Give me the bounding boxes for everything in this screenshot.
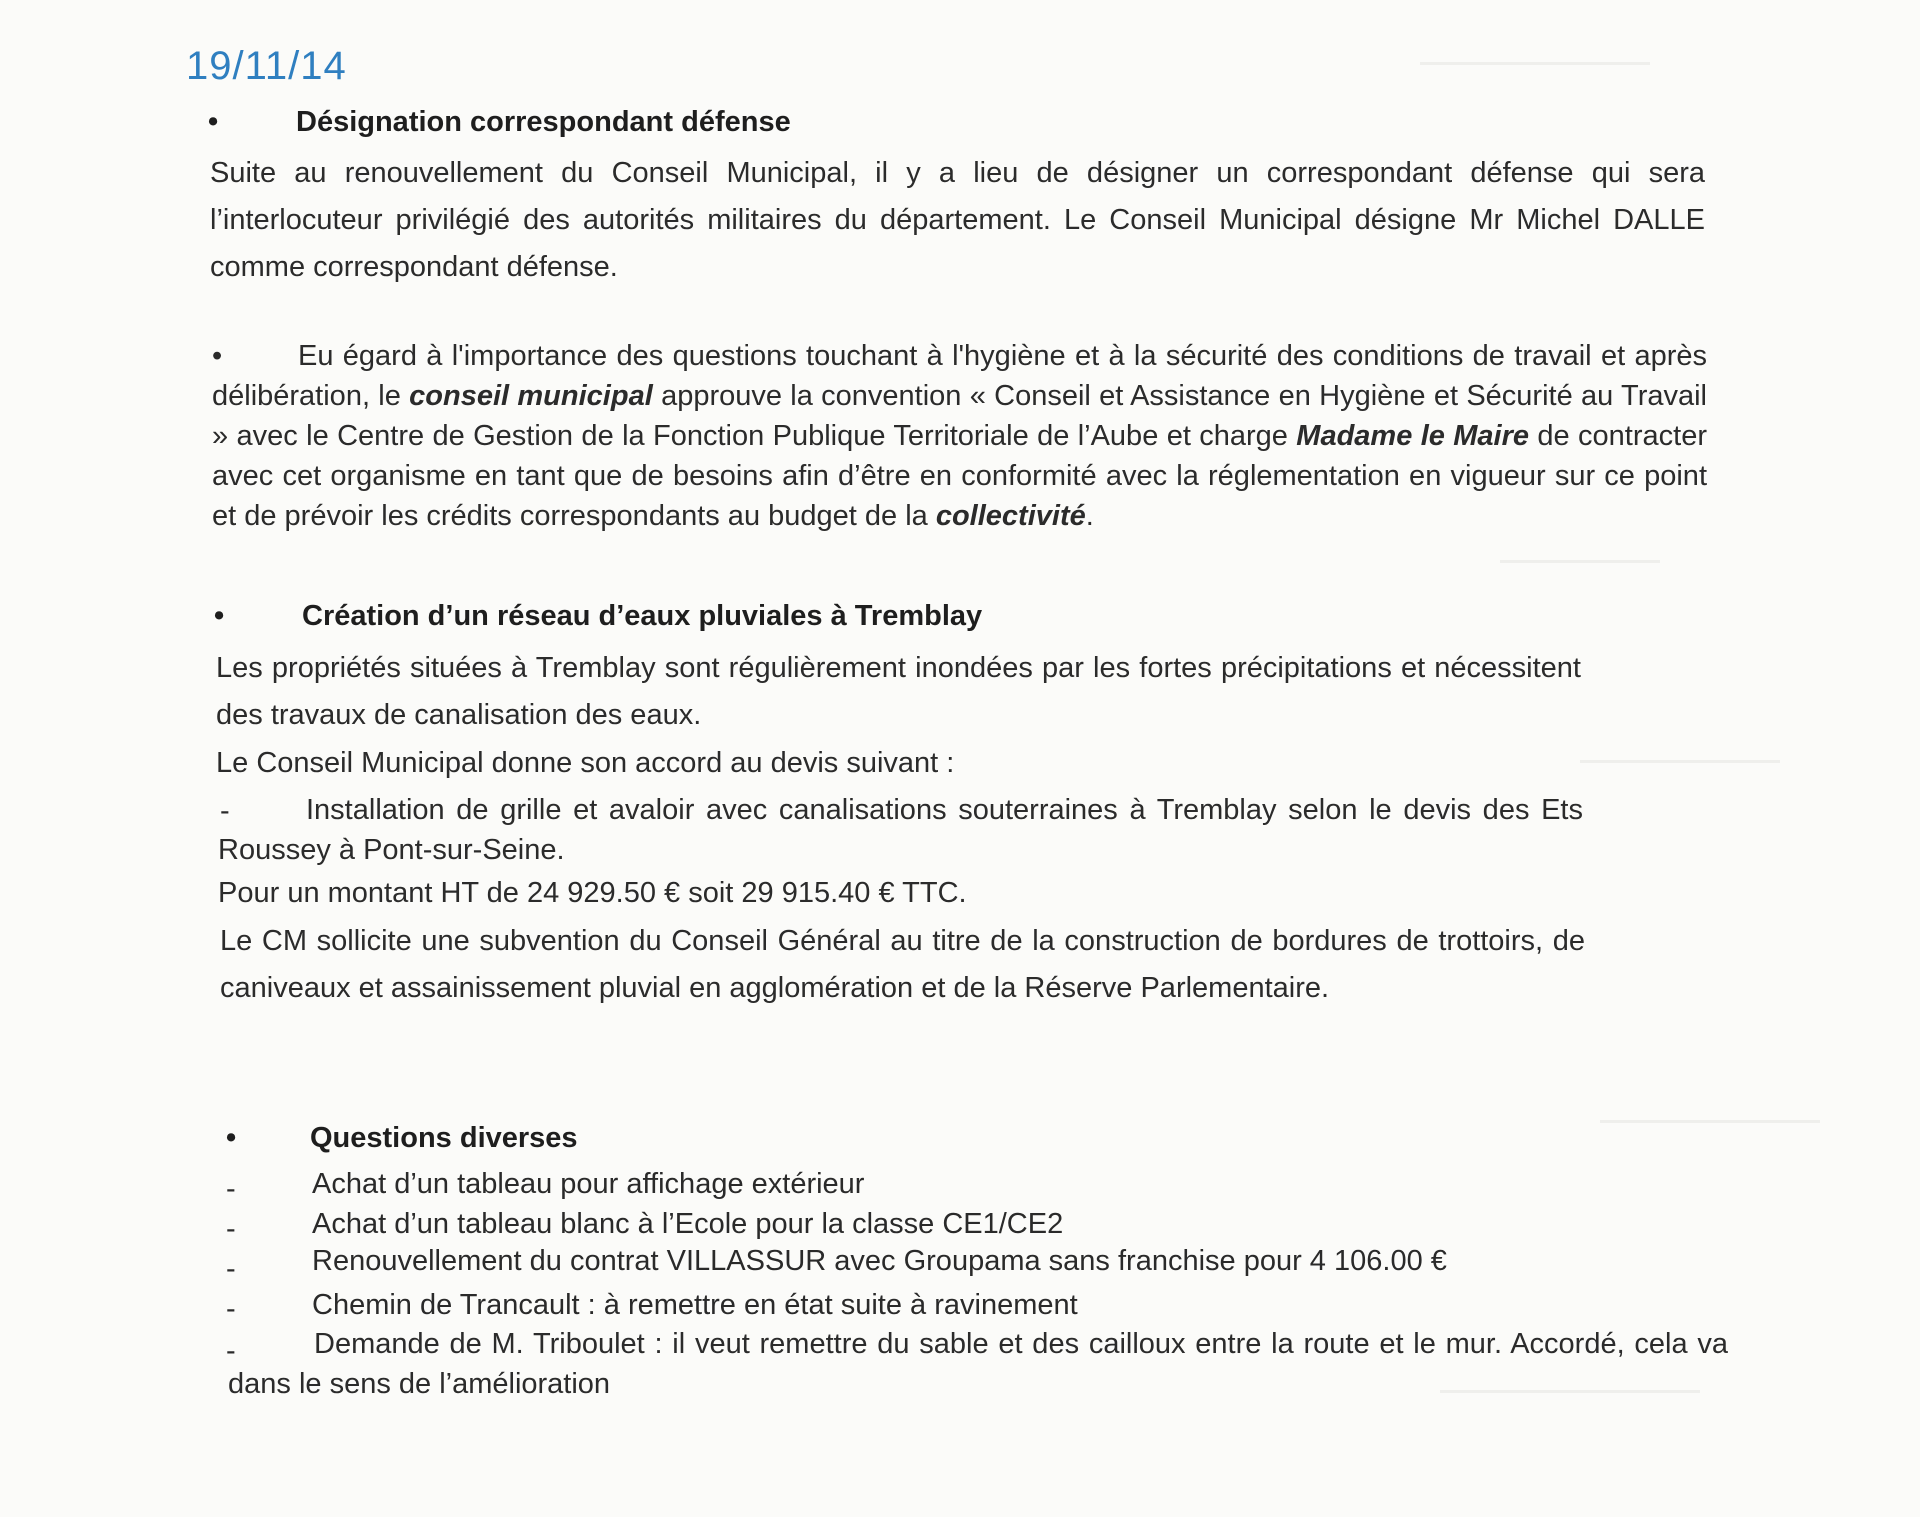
bullet-icon: •: [214, 600, 225, 632]
paragraph-text: de contracter avec cet organisme en tant que de besoins afin d’être en conformité avec la réglementation en vigueur sur ce point et de prévoir les crédits correspondants au budget de la: [212, 420, 1707, 532]
section-heading: [214, 600, 982, 633]
paragraph-text: approuve la convention « Conseil et Assistance en Hygiène et Sécurité au Travail » avec le Centre de Gestion de la Fonction Publique Territoriale de l’Aube et charge: [212, 380, 1707, 452]
section-body: Pour un montant HT de 24 929.50 € soit 29 915.40 € TTC.: [218, 877, 967, 909]
list-item: Renouvellement du contrat VILLASSUR avec Groupama sans franchise pour 4 106.00 €: [312, 1245, 1447, 1277]
handwritten-date: 19/11/14: [186, 44, 347, 88]
list-item: Achat d’un tableau pour affichage extérieur: [312, 1168, 865, 1200]
paragraph-text: Eu égard à l'importance des questions touchant à l'hygiène et à la sécurité des conditions de travail et après délibération, le: [212, 340, 1707, 412]
dash-marker: -: [226, 1213, 236, 1245]
section-heading: [226, 1122, 578, 1155]
section-body: Le CM sollicite une subvention du Conseil Général au titre de la construction de bordures de trottoirs, de caniveaux et assainissement pluvial en agglomération et de la Réserve Parlementaire.: [220, 925, 1585, 1004]
paragraph-text: .: [1085, 500, 1094, 532]
section-title: Questions diverses: [310, 1122, 578, 1154]
show-through-mark: [1420, 62, 1650, 65]
emphasis-text: collectivité: [935, 500, 1086, 532]
section-title: Désignation correspondant défense: [296, 106, 791, 138]
show-through-mark: [1580, 760, 1780, 763]
emphasis-text: conseil municipal: [409, 380, 653, 412]
section-body: Installation de grille et avaloir avec canalisations souterraines à Tremblay selon le devis des Ets Roussey à Pont-sur-Seine.: [218, 794, 1583, 866]
show-through-mark: [1600, 1120, 1820, 1123]
section-title: Création d’un réseau d’eaux pluviales à Tremblay: [302, 600, 983, 632]
bullet-icon: •: [226, 1122, 237, 1154]
dash-marker: -: [220, 795, 230, 827]
dash-marker: -: [226, 1173, 236, 1205]
list-item: Chemin de Trancault : à remettre en état suite à ravinement: [312, 1289, 1078, 1321]
show-through-mark: [1500, 560, 1660, 563]
section-body: Le Conseil Municipal donne son accord au devis suivant :: [216, 747, 955, 779]
section-body: Les propriétés situées à Tremblay sont régulièrement inondées par les fortes précipitations et nécessitent des travaux de canalisation des eaux.: [216, 652, 1581, 731]
dash-marker: -: [226, 1253, 236, 1285]
list-item: Demande de M. Triboulet : il veut remettre du sable et des cailloux entre la route et le mur. Accordé, cela va dans le sens de l’amélioration: [228, 1328, 1728, 1400]
dash-marker: -: [226, 1293, 236, 1325]
emphasis-text: Madame le Maire: [1296, 420, 1530, 452]
list-item: Achat d’un tableau blanc à l’Ecole pour la classe CE1/CE2: [312, 1208, 1064, 1240]
bullet-icon: •: [212, 340, 223, 372]
section-body: Suite au renouvellement du Conseil Municipal, il y a lieu de désigner un correspondant défense qui sera l’interlocuteur privilégié des autorités militaires du département. Le Conseil Municipal désigne Mr Michel DALLE comme correspondant défense.: [210, 157, 1705, 283]
dash-marker: -: [226, 1335, 236, 1367]
section-heading: [208, 106, 791, 139]
bullet-icon: •: [208, 106, 219, 138]
section-body: [212, 336, 1707, 536]
